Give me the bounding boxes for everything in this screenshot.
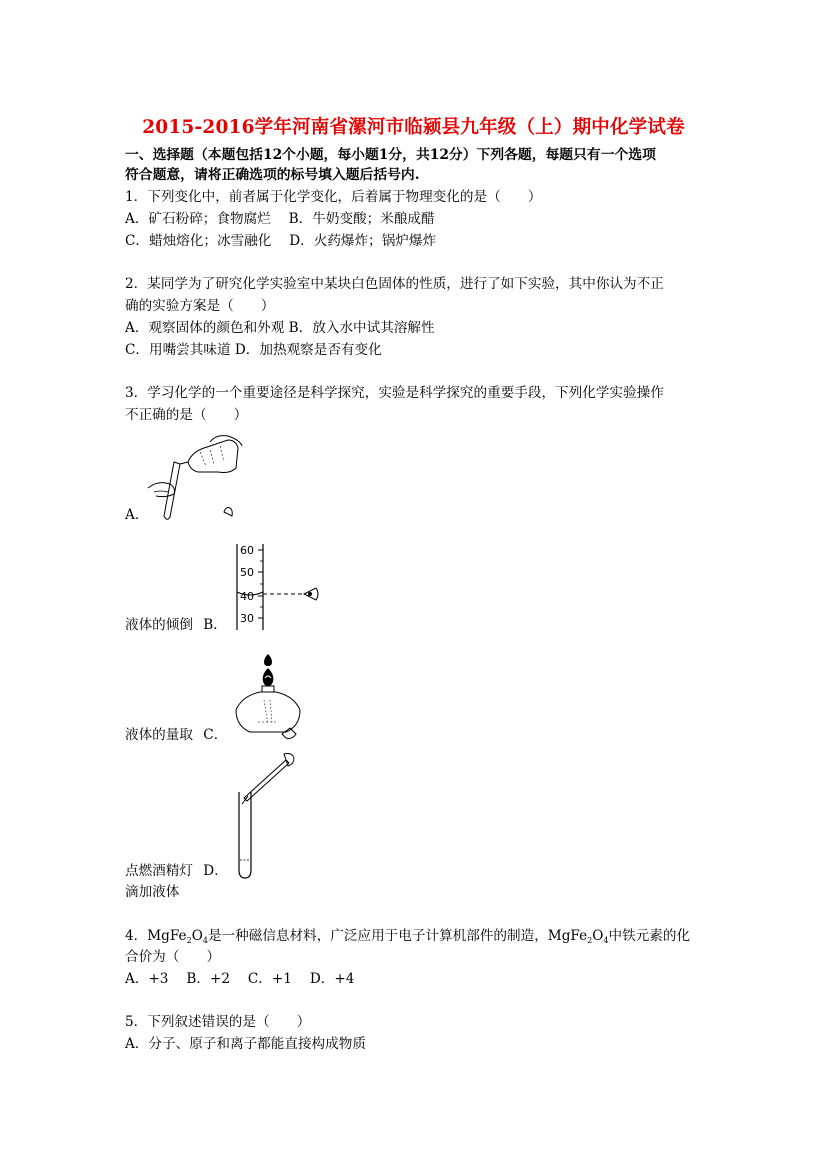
q3-caption-b xyxy=(125,726,227,744)
q2-stem-line1: 2．某同学为了研究化学实验室中某块白色固体的性质，进行了如下实验，其中你认为不正 xyxy=(125,276,664,292)
section-heading-line2: 符合题意，请将正确选项的标号填入题后括号内. xyxy=(125,167,420,183)
q3-caption-a xyxy=(125,616,227,634)
graduated-cylinder-figure xyxy=(232,542,322,632)
q2-stem-line2: 确的实验方案是（ ） xyxy=(125,298,275,314)
q4-sub1: 2 xyxy=(186,936,192,945)
q4-pre: 4．MgFe xyxy=(125,928,187,944)
q3-caption-c xyxy=(125,862,228,880)
q3-option-c-label: C． xyxy=(203,727,228,743)
q4-sub4: 4 xyxy=(603,936,609,945)
cylinder-tick-40: 40 xyxy=(240,590,254,603)
q4-mid3: O xyxy=(592,928,604,944)
q5-stem: 5．下列叙述错误的是（ ） xyxy=(125,1014,311,1030)
q4-stem-line2: 合价为（ ） xyxy=(125,949,221,965)
q4-mid1: O xyxy=(191,928,203,944)
dropper-test-tube-figure xyxy=(234,752,304,882)
q4-mid2: 是一种磁信息材料，广泛应用于电子计算机部件的制造，MgFe xyxy=(207,928,588,944)
cylinder-tick-60: 60 xyxy=(240,544,254,557)
q1-stem: 1．下列变化中，前者属于化学变化，后着属于物理变化的是（ ） xyxy=(125,189,542,205)
q3-caption-a-text: 液体的倾倒 xyxy=(125,617,193,633)
q3-caption-c-text: 点燃酒精灯 xyxy=(125,863,193,879)
q3-option-a-label: A． xyxy=(125,507,149,523)
q4-sub3: 2 xyxy=(587,936,593,945)
q5-option-a: A．分子、原子和离子都能直接构成物质 xyxy=(125,1036,366,1052)
q4-post: 中铁元素的化 xyxy=(608,928,691,944)
q4-sub2: 4 xyxy=(202,936,208,945)
cylinder-tick-50: 50 xyxy=(240,566,254,579)
q4-options: A．+3 B．+2 C．+1 D．+4 xyxy=(125,971,355,987)
q4-stem-line1 xyxy=(125,927,690,950)
q3-caption-b-text: 液体的量取 xyxy=(125,727,193,743)
cylinder-tick-30: 30 xyxy=(240,612,254,625)
pouring-liquid-figure xyxy=(140,432,245,522)
q3-caption-d: 滴加液体 xyxy=(125,884,180,900)
exam-title: 2015-2016学年河南省漯河市临颍县九年级（上）期中化学试卷 xyxy=(142,117,685,138)
q3-option-b-label: B． xyxy=(203,617,227,633)
q2-options-ab: A．观察固体的颜色和外观 B．放入水中试其溶解性 xyxy=(125,320,435,336)
q3-stem-line2: 不正确的是（ ） xyxy=(125,407,248,423)
alcohol-lamp-figure xyxy=(234,652,306,744)
q1-options-ab: A．矿石粉碎；食物腐烂 B．牛奶变酸；米酿成醋 xyxy=(125,211,435,227)
q3-stem-line1: 3．学习化学的一个重要途径是科学探究，实验是科学探究的重要手段，下列化学实验操作 xyxy=(125,385,664,401)
q3-option-d-label: D． xyxy=(203,863,228,879)
section-heading-line1: 一、选择题（本题包括12个小题，每小题1分，共12分）下列各题，每题只有一个选项 xyxy=(125,147,656,163)
q2-options-cd: C．用嘴尝其味道 D．加热观察是否有变化 xyxy=(125,342,382,358)
q1-options-cd: C．蜡烛熔化；冰雪融化 D．火药爆炸；锅炉爆炸 xyxy=(125,233,437,249)
